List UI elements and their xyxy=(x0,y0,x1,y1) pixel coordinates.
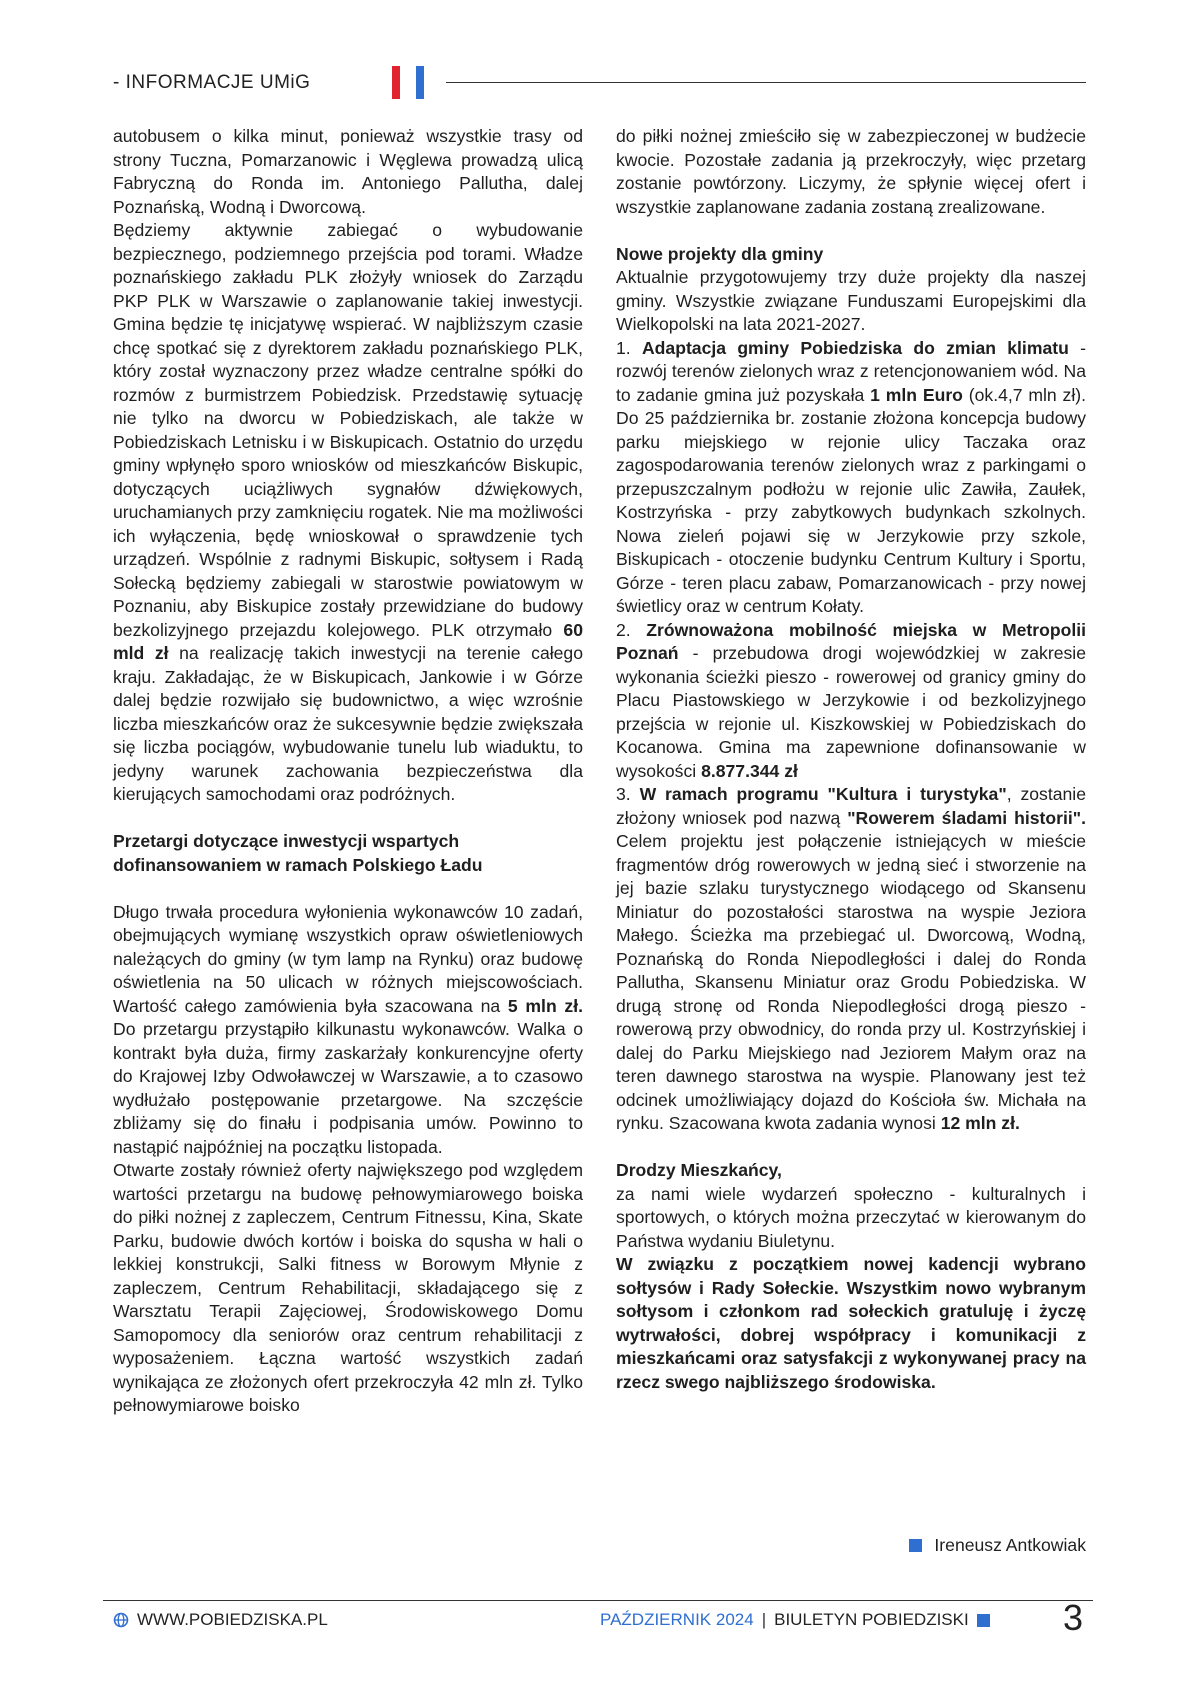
author-name: Ireneusz Antkowiak xyxy=(934,1535,1086,1555)
website-link[interactable]: WWW.POBIEDZISKA.PL xyxy=(137,1610,328,1629)
paragraph: Długo trwała procedura wyłonienia wykonawców 10 zadań, obejmujących wymianę wszystkich opraw oświetleniowych należących do gminy (w tym lamp na Rynku) oraz budowę oświetlenia na 50 ulicach w różnych miejscowościach. Wartość całego zamówienia była szacowana na 5 mln zł. Do przetargu przystąpiło kilkunastu wykonawców. Walka o kontrakt była duża, firmy zaskarżały konkurencyjne oferty do Krajowej Izby Odwoławczej w Warszawie, a to czasowo wydłużało postępowanie przetargowe. Na szczęście zbliżamy się do finału i podpisania umów. Powinno to nastąpić najpóźniej na początku listopada. xyxy=(113,901,583,1157)
footer-website[interactable] xyxy=(113,1610,328,1630)
header-divider xyxy=(446,82,1086,83)
globe-icon xyxy=(113,1612,129,1628)
section-heading: Drodzy Mieszkańcy, xyxy=(616,1160,782,1180)
left-column xyxy=(113,125,583,1418)
bulletin-title: BIULETYN POBIEDZISKI xyxy=(774,1610,969,1629)
page-number: 3 xyxy=(1063,1597,1084,1638)
issue-month: PAŹDZIERNIK 2024 xyxy=(600,1610,754,1629)
right-column xyxy=(616,125,1086,1394)
square-bullet-icon xyxy=(909,1539,922,1552)
list-item: 1. Adaptacja gminy Pobiedziska do zmian klimatu - rozwój terenów zielonych wraz z retencjonowaniem wód. Na to zadanie gmina już pozyskała 1 mln Euro (ok.4,7 mln zł). Do 25 października br. zostanie złożona koncepcja budowy parku miejskiego w rejonie ulicy Taczaka oraz zagospodarowania terenów zielonych wraz z parkingami o przepuszczalnym podłożu w rejonie ulic Zawiła, Zaułek, Kostrzyńska - przy zabytkowych budynkach szkolnych. Nowa zieleń pojawi się w Jerzykowie przy szkole, Biskupicach - otoczenie budynku Centrum Kultury i Sportu, Górze - teren placu zabaw, Pomarzanowicach - przy nowej świetlicy oraz w centrum Kołaty. xyxy=(616,337,1087,616)
footer-separator: | xyxy=(761,1610,767,1629)
author-signature xyxy=(909,1535,1086,1556)
flag-red-bar xyxy=(392,66,400,99)
section-heading: Przetargi dotyczące inwestycji wspartych dofinansowaniem w ramach Polskiego Ładu xyxy=(113,831,483,875)
section-label: - INFORMACJE UMiG xyxy=(113,72,311,93)
paragraph: Otwarte zostały również oferty największego pod względem wartości przetargu na budowę pełnowymiarowego boiska do piłki nożnej z zapleczem, Centrum Fitnessu, Kina, Skate Parku, budowie dwóch kortów i boiska do squsha w hali o lekkiej konstrukcji, Salki fitness w Borowym Młynie z zapleczem, Centrum Rehabilitacji, składającego się z Warsztatu Terapii Zajęciowej, Środowiskowego Domu Samopomocy dla seniorów oraz centrum rehabilitacji z wyposażeniem. Łączna wartość wszystkich zadań wynikająca ze złożonych ofert przekroczyła 42 mln zł. Tylko pełnowymiarowe boisko xyxy=(113,1160,583,1415)
paragraph: do piłki nożnej zmieściło się w zabezpieczonej w budżecie kwocie. Pozostałe zadania ją przekroczyły, więc przetarg zostanie powtórzony. Liczymy, że spłynie więcej ofert i wszystkie zaplanowane zadania zostaną zrealizowane. xyxy=(616,126,1086,217)
footer-issue-info xyxy=(600,1610,990,1630)
flag-blue-bar xyxy=(416,66,424,99)
list-item: 2. Zrównoważona mobilność miejska w Metropolii Poznań - przebudowa drogi wojewódzkiej w zakresie wykonania ścieżki pieszo - rowerowej od granicy gminy do Placu Piastowskiego w Jerzykowie i od bezkolizyjnego przejścia w rejonie ul. Kiszkowskiej w Pobiedziskach do Kocanowa. Gmina ma zapewnione dofinansowanie w wysokości 8.877.344 zł xyxy=(616,619,1087,781)
paragraph: autobusem o kilka minut, ponieważ wszystkie trasy od strony Tuczna, Pomarzanowic i Węglewa prowadzą ulicą Fabryczną do Ronda im. Antoniego Palluth​a, dalej Poznańską, Wodną i Dworcową. xyxy=(113,126,583,217)
paragraph: W związku z początkiem nowej kadencji wybrano sołtysów i Rady Sołeckie. Wszystkim nowo wybranym sołtysom i członkom rad sołeckich gratuluję i życzę wytrwałości, dobrej współpracy i komunikacji z mieszkańcami oraz satysfakcji z wykonywanej pracy na rzecz swego najbliższego środowiska. xyxy=(616,1254,1086,1392)
paragraph: Będziemy aktywnie zabiegać o wybudowanie bezpiecznego, podziemnego przejścia pod torami. Władze poznańskiego zakładu PLK złożyły wniosek do Zarządu PKP PLK w Warszawie o zaplanowanie takiej inwestycji. Gmina będzie tę inicjatywę wspierać. W najbliższym czasie chcę spotkać się z dyrektorem zakładu poznańskiego PLK, który został wyznaczony przez władze centralne spółki do rozmów z burmistrzem Pobiedzisk. Przedstawię sytuację nie tylko na dworcu w Pobiedziskach, ale także w Pobiedziskach Letnisku i w Biskupicach. Ostatnio do urzędu gminy wpłynęło sporo wniosków od mieszkańców Biskupic, dotyczących uciążliwych sygnałów dźwiękowych, uruchamianych przy zamknięciu rogatek. Nie ma możliwości ich wyłączenia, będę wnioskował o sprawdzenie tych urządzeń. Wspólnie z radnymi Biskupic, sołtysem i Radą Sołecką będziemy zabiegali w starostwie powiatowym w Poznaniu, aby Biskupice zostały przewidziane do budowy bezkolizyjnego przejazdu kolejowego. PLK otrzymało 60 mld zł na realizację takich inwestycji na terenie całego kraju. Zakładając, że w Biskupicach, Jankowie i w Górze dalej będzie rozwijało się budownictwo, a więc wzrośnie liczba mieszkańców oraz że sukcesywnie będzie zwiększała się liczba pociągów, wybudowanie tunelu lub wiaduktu, to jedyny warunek zachowania bezpieczeństwa dla kierujących samochodami oraz podróżnych. xyxy=(113,220,583,804)
paragraph: za nami wiele wydarzeń społeczno - kulturalnych i sportowych, o których można przeczytać w kierowanym do Państwa wydaniu Biuletynu. xyxy=(616,1183,1086,1251)
square-bullet-icon xyxy=(977,1614,990,1627)
list-item: 3. W ramach programu "Kultura i turystyka", zostanie złożony wniosek pod nazwą "Rowerem śladami historii". Celem projektu jest połączenie istniejących w mieście fragmentów dróg rowerowych w jedną sieć i stworzenie na jej bazie szlaku turystycznego wiodącego od Skansenu Miniatur do pozostałości starostwa na wyspie Jeziora Małego. Ścieżka ma przebiegać ul. Dworcową, Wodną, Poznańską do Ronda Niepodległości i dalej do Ronda Palluth​a, Skansenu Miniatur oraz Grodu Pobiedziska. W drugą stronę od Ronda Niepodległości drogą pieszo -rowerową przy obwodnicy, do ronda przy ul. Kostrzyńskiej i dalej do Parku Miejskiego nad Jeziorem Małym oraz na teren dawnego starostwa na wyspie. Planowany jest też odcinek umożliwiający dojazd do Kościoła św. Michała na rynku. Szacowana kwota zadania wynosi 12 mln zł. xyxy=(616,784,1087,1133)
footer-divider xyxy=(103,1600,1093,1601)
section-heading: Nowe projekty dla gminy xyxy=(616,243,824,264)
paragraph: Aktualnie przygotowujemy trzy duże projekty dla naszej gminy. Wszystkie związane Funduszami Europejskimi dla Wielkopolski na lata 2021-2027. xyxy=(616,267,1086,334)
